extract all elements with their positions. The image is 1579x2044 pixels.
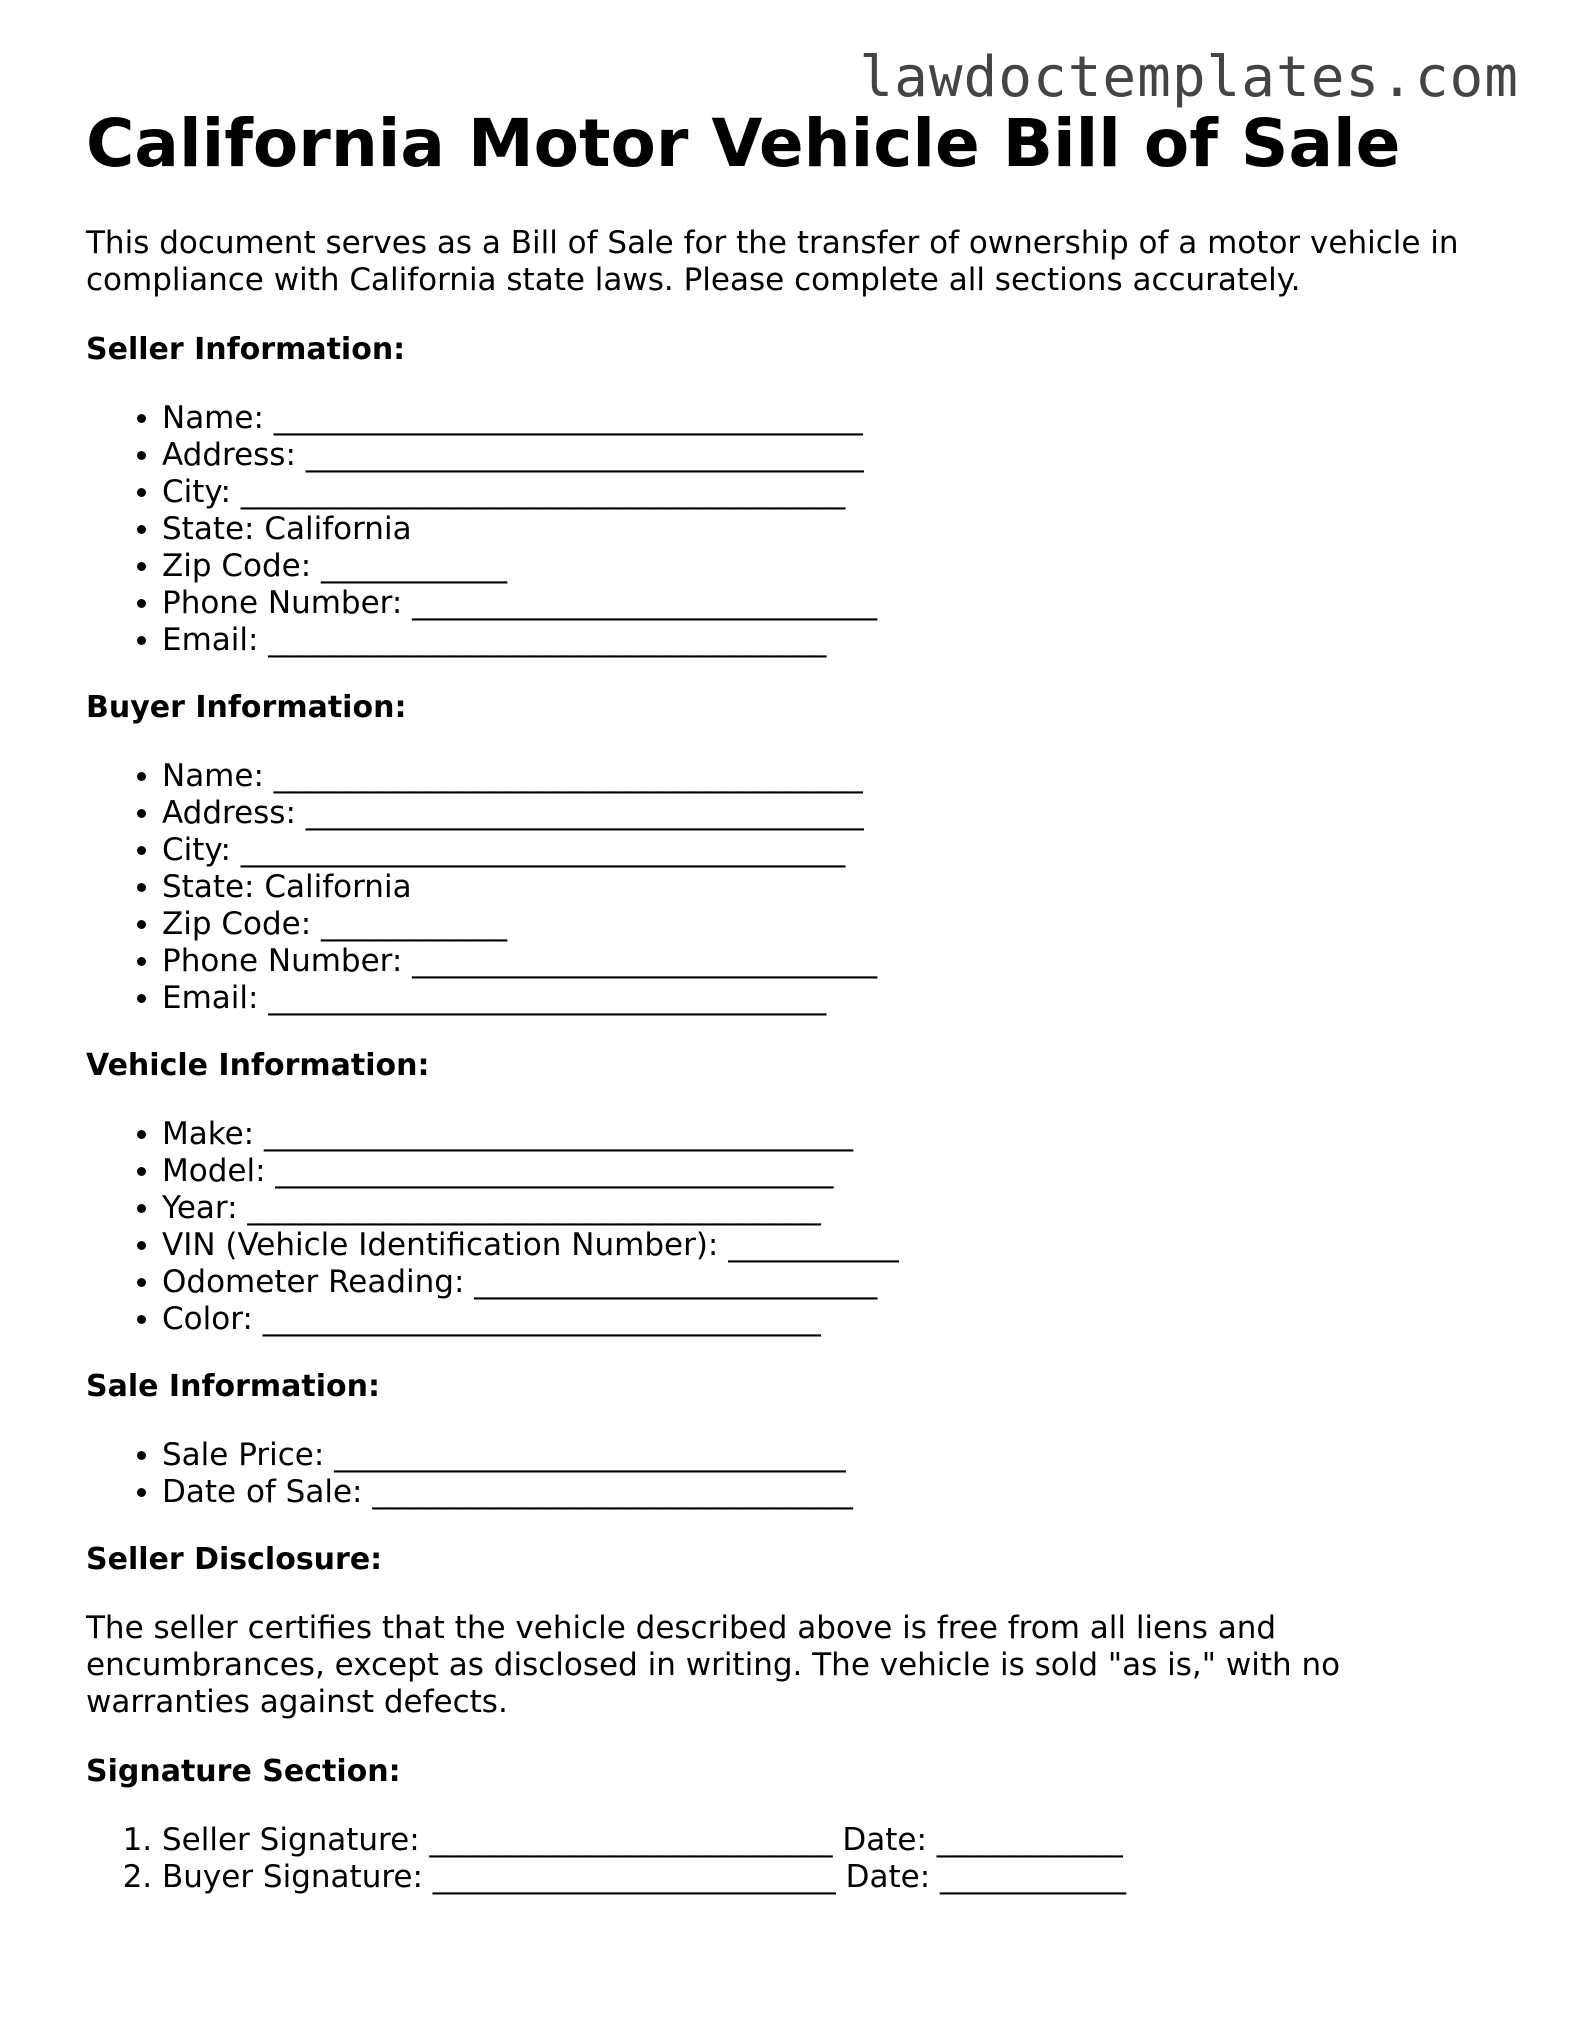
buyer-signature-field[interactable]: 2. Buyer Signature: __________________________ Date: ____________ xyxy=(162,1859,1506,1896)
site-watermark: lawdoctemplates.com xyxy=(859,45,1519,110)
document-page xyxy=(86,105,1506,1926)
seller-email-field[interactable]: • Email: ____________________________________ xyxy=(162,622,1506,659)
vehicle-heading: Vehicle Information: xyxy=(86,1047,430,1083)
intro-paragraph: This document serves as a Bill of Sale for the transfer of ownership of a motor vehicle in compliance with California state laws. Please complete all sections accurately. xyxy=(86,224,1459,298)
buyer-state-field: • State: California xyxy=(162,869,1506,906)
buyer-city-field[interactable]: • City: _______________________________________ xyxy=(162,832,1506,869)
signature-heading: Signature Section: xyxy=(86,1753,401,1789)
sale-heading: Sale Information: xyxy=(86,1368,380,1404)
seller-city-field[interactable]: • City: _______________________________________ xyxy=(162,474,1506,511)
page-title: California Motor Vehicle Bill of Sale xyxy=(86,105,1401,182)
sale-price-field[interactable]: • Sale Price: _________________________________ xyxy=(162,1437,1506,1474)
vehicle-model-field[interactable]: • Model: ____________________________________ xyxy=(162,1153,1506,1190)
seller-state-field: • State: California xyxy=(162,511,1506,548)
buyer-email-field[interactable]: • Email: ____________________________________ xyxy=(162,980,1506,1017)
vehicle-list xyxy=(86,1116,1506,1338)
sale-date-field[interactable]: • Date of Sale: _______________________________ xyxy=(162,1474,1506,1511)
signature-list xyxy=(86,1822,1506,1896)
vehicle-vin-field[interactable]: • VIN (Vehicle Identification Number): ___________ xyxy=(162,1227,1506,1264)
vehicle-odometer-field[interactable]: • Odometer Reading: __________________________ xyxy=(162,1264,1506,1301)
buyer-zip-field[interactable]: • Zip Code: ____________ xyxy=(162,906,1506,943)
buyer-address-field[interactable]: • Address: ____________________________________ xyxy=(162,795,1506,832)
vehicle-year-field[interactable]: • Year: _____________________________________ xyxy=(162,1190,1506,1227)
seller-signature-field[interactable]: 1. Seller Signature: __________________________ Date: ____________ xyxy=(162,1822,1506,1859)
buyer-phone-field[interactable]: • Phone Number: ______________________________ xyxy=(162,943,1506,980)
vehicle-color-field[interactable]: • Color: ____________________________________ xyxy=(162,1301,1506,1338)
vehicle-make-field[interactable]: • Make: ______________________________________ xyxy=(162,1116,1506,1153)
seller-zip-field[interactable]: • Zip Code: ____________ xyxy=(162,548,1506,585)
seller-heading: Seller Information: xyxy=(86,331,406,367)
seller-phone-field[interactable]: • Phone Number: ______________________________ xyxy=(162,585,1506,622)
buyer-heading: Buyer Information: xyxy=(86,689,407,725)
buyer-list xyxy=(86,758,1506,1017)
disclosure-heading: Seller Disclosure: xyxy=(86,1541,383,1577)
seller-list xyxy=(86,400,1506,659)
seller-address-field[interactable]: • Address: ____________________________________ xyxy=(162,437,1506,474)
disclosure-paragraph: The seller certifies that the vehicle described above is free from all liens and encumbrances, except as disclosed in writing. The vehicle is sold "as is," with no warranties against defects. xyxy=(86,1609,1341,1720)
seller-name-field[interactable]: • Name: ______________________________________ xyxy=(162,400,1506,437)
sale-list xyxy=(86,1437,1506,1511)
buyer-name-field[interactable]: • Name: ______________________________________ xyxy=(162,758,1506,795)
